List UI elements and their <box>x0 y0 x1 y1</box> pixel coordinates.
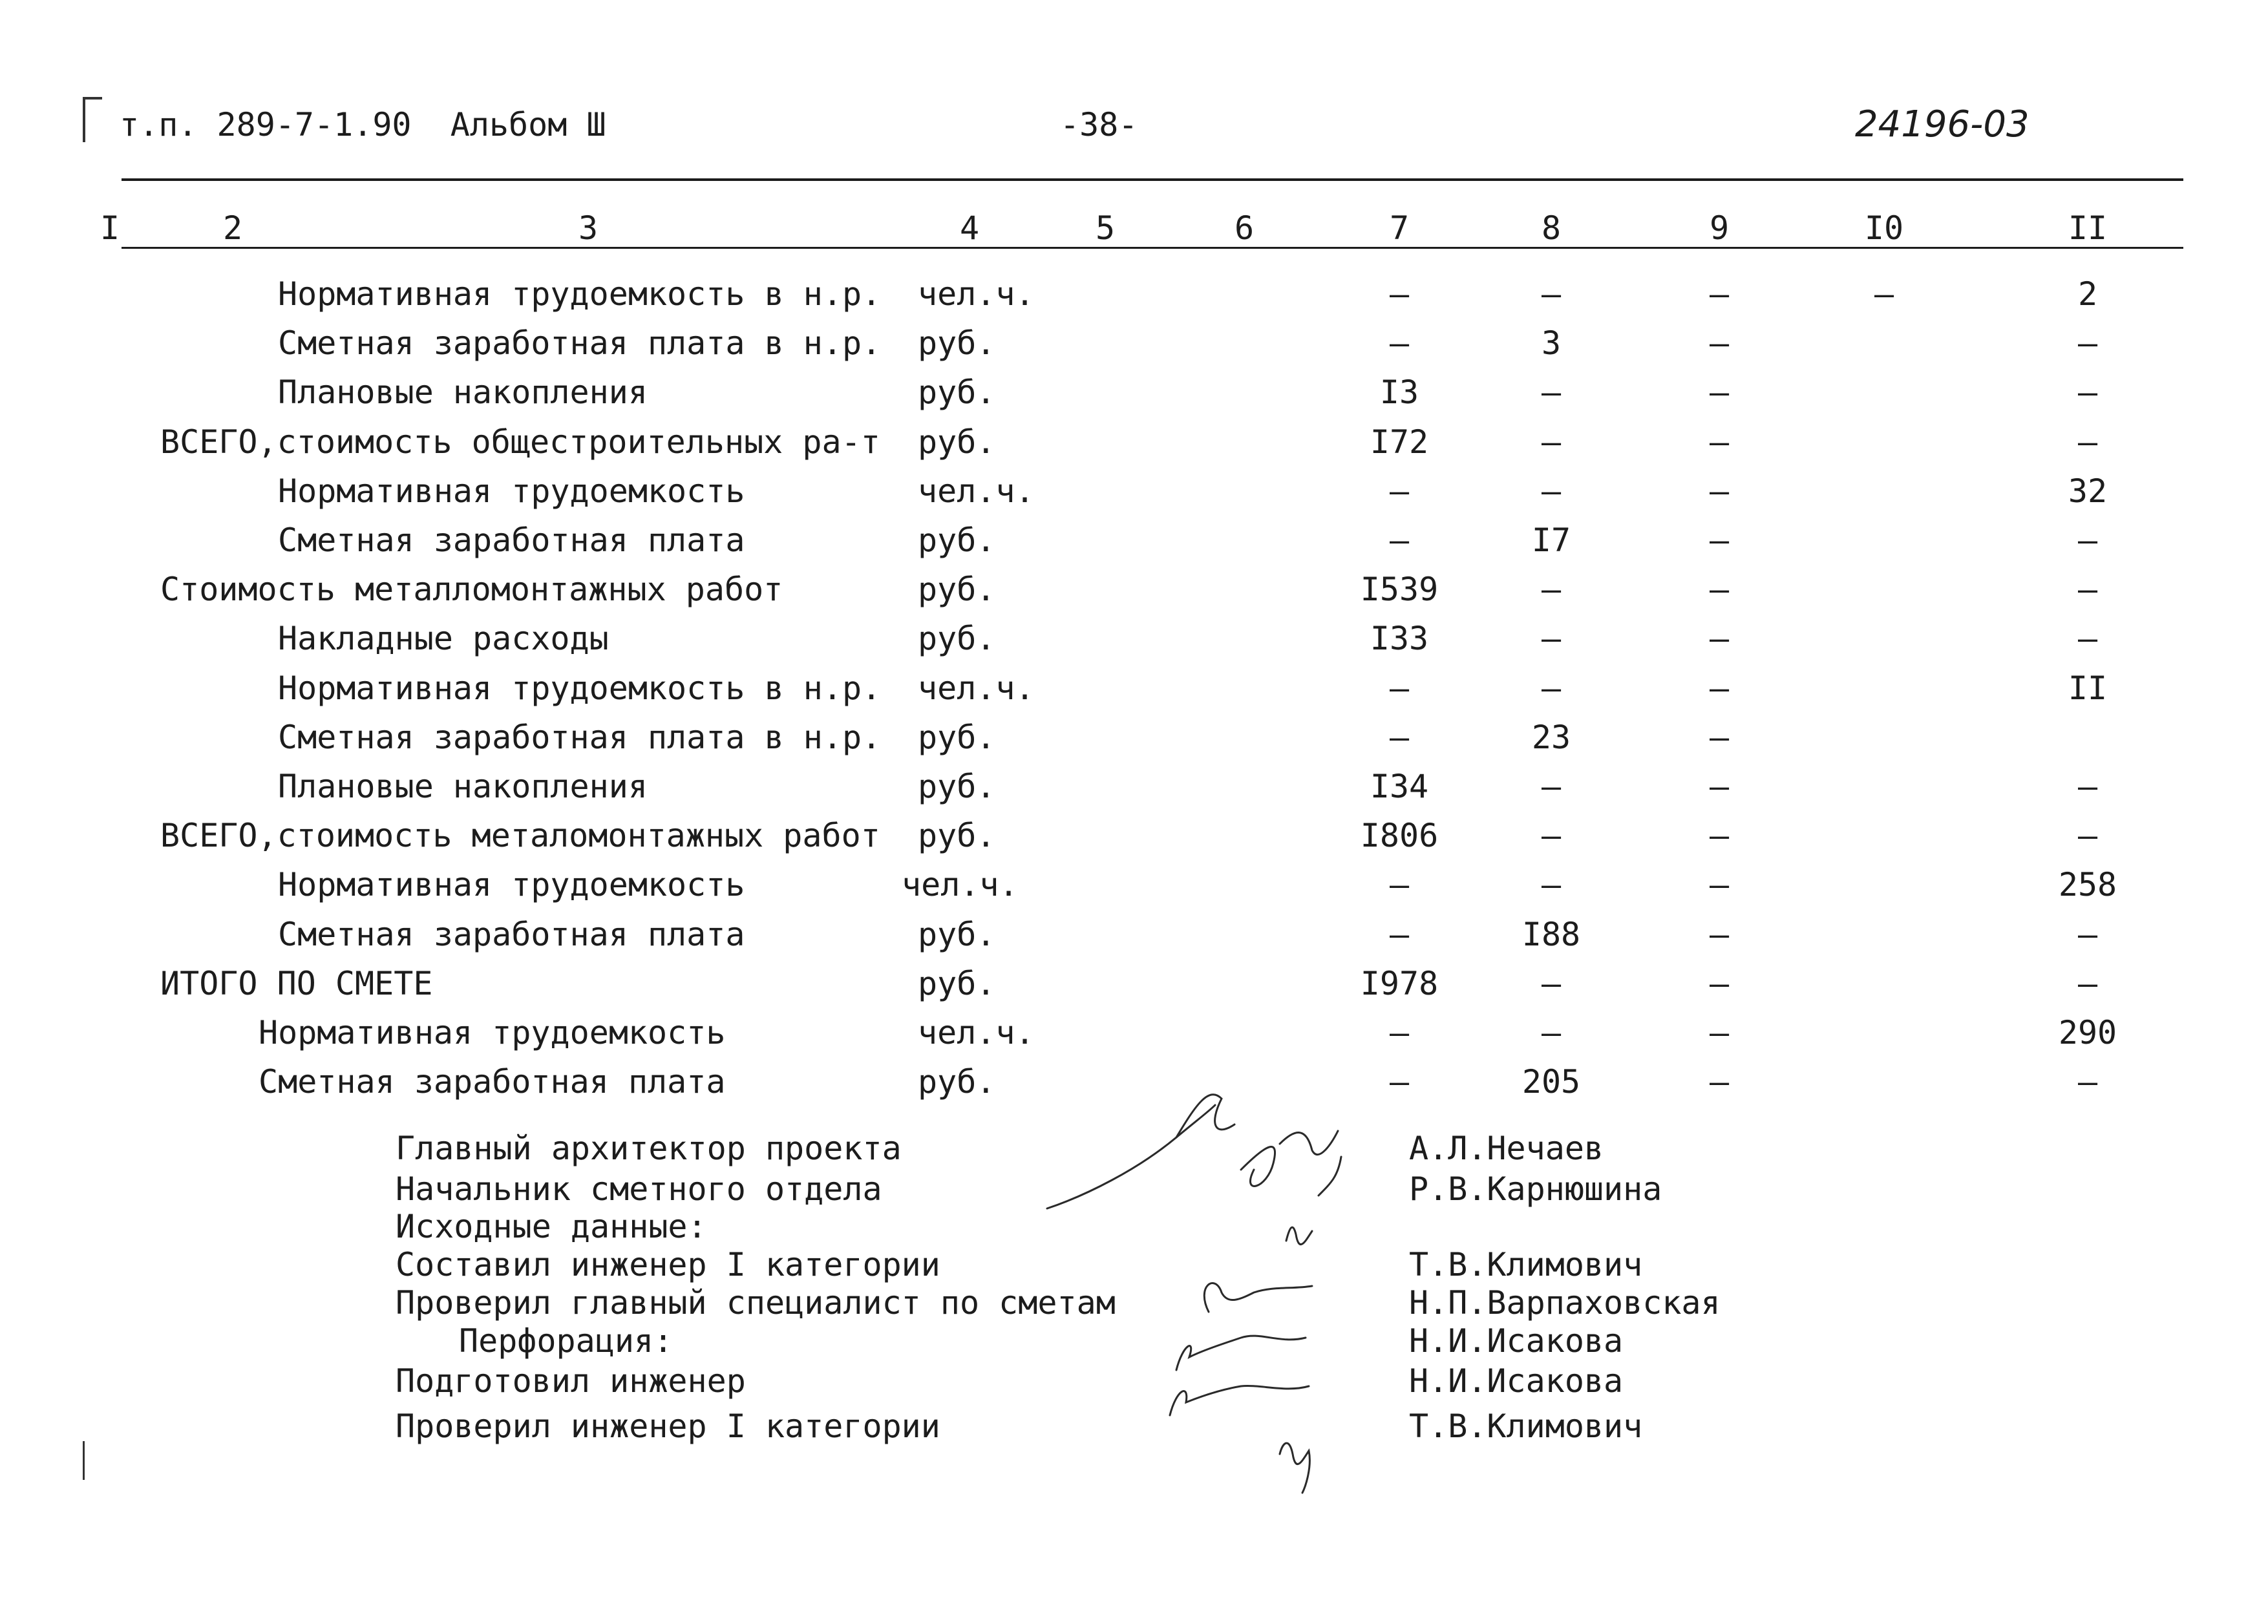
cell-col-7: I33 <box>1370 620 1429 657</box>
row-label: Сметная заработная плата <box>278 916 745 953</box>
cell-col-7: I978 <box>1360 965 1439 1002</box>
cell-col-7: – <box>1389 719 1410 756</box>
cell-col-8: – <box>1541 620 1562 657</box>
cell-col-8: 205 <box>1521 1063 1581 1101</box>
cell-col-8: – <box>1541 472 1562 510</box>
row-label: Сметная заработная плата <box>259 1063 726 1101</box>
row-unit: руб. <box>918 916 996 953</box>
top-rule <box>122 178 2183 181</box>
cell-col-10: – <box>1874 275 1894 313</box>
cell-col-7: I72 <box>1370 423 1429 461</box>
row-unit: чел.ч. <box>918 472 1035 510</box>
cell-col-8: – <box>1541 670 1562 707</box>
cell-col-7: – <box>1389 324 1410 362</box>
cell-col-7: – <box>1389 916 1410 953</box>
cell-col-7: – <box>1389 866 1410 903</box>
signature-role: Перфорация: <box>459 1322 673 1360</box>
cell-col-9: – <box>1709 670 1730 707</box>
column-number-5: 5 <box>1095 209 1116 247</box>
row-unit: чел.ч. <box>918 670 1035 707</box>
cell-col-9: – <box>1709 817 1730 854</box>
column-number-11: II <box>2068 209 2108 247</box>
cell-col-9: – <box>1709 916 1730 953</box>
row-unit: руб. <box>918 571 996 608</box>
signature-role: Исходные данные: <box>396 1208 707 1245</box>
corner-mark-top-left <box>83 97 85 142</box>
row-label: ВСЕГО,стоимость общестроительных ра-т <box>160 423 880 461</box>
row-label: Сметная заработная плата в н.р. <box>278 719 882 756</box>
cell-col-11: – <box>2077 571 2098 608</box>
cell-col-11: 258 <box>2058 866 2117 903</box>
row-unit: руб. <box>918 965 996 1002</box>
signature-role: Главный архитектор проекта <box>396 1130 902 1167</box>
column-number-4: 4 <box>959 209 980 247</box>
cell-col-9: – <box>1709 522 1730 559</box>
cell-col-7: – <box>1389 1014 1410 1051</box>
cell-col-11: 2 <box>2077 275 2098 313</box>
column-number-7: 7 <box>1389 209 1410 247</box>
cell-col-9: – <box>1709 275 1730 313</box>
cell-col-9: – <box>1709 423 1730 461</box>
cell-col-11: – <box>2077 1063 2098 1101</box>
cell-col-9: – <box>1709 866 1730 903</box>
column-number-3: 3 <box>578 209 599 247</box>
cell-col-8: – <box>1541 374 1562 411</box>
cell-col-11: 32 <box>2068 472 2108 510</box>
cell-col-8: – <box>1541 817 1562 854</box>
row-unit: руб. <box>918 1063 996 1101</box>
cell-col-9: – <box>1709 571 1730 608</box>
row-label: ИТОГО ПО СМЕТЕ <box>160 965 433 1002</box>
cell-col-8: I88 <box>1521 916 1581 953</box>
cell-col-9: – <box>1709 324 1730 362</box>
row-unit: руб. <box>918 374 996 411</box>
row-unit: руб. <box>918 817 996 854</box>
cell-col-7: I34 <box>1370 768 1429 805</box>
row-label: Нормативная трудоемкость <box>259 1014 726 1051</box>
cell-col-8: 23 <box>1531 719 1571 756</box>
cell-col-9: – <box>1709 768 1730 805</box>
cell-col-7: – <box>1389 275 1410 313</box>
signatory-name: Н.И.Исакова <box>1409 1362 1624 1400</box>
cell-col-8: – <box>1541 1014 1562 1051</box>
signature-role: Составил инженер I категории <box>396 1246 940 1283</box>
row-unit: руб. <box>918 423 996 461</box>
cell-col-9: – <box>1709 1063 1730 1101</box>
cell-col-11: – <box>2077 423 2098 461</box>
cell-col-11: II <box>2068 670 2108 707</box>
cell-col-9: – <box>1709 965 1730 1002</box>
cell-col-11: – <box>2077 620 2098 657</box>
cell-col-9: – <box>1709 620 1730 657</box>
row-unit: руб. <box>918 620 996 657</box>
column-number-8: 8 <box>1541 209 1562 247</box>
column-number-6: 6 <box>1234 209 1255 247</box>
row-label: Нормативная трудоемкость в н.р. <box>278 275 882 313</box>
cell-col-8: – <box>1541 423 1562 461</box>
cell-col-7: – <box>1389 1063 1410 1101</box>
row-label: ВСЕГО,стоимость металомонтажных работ <box>160 817 880 854</box>
signatory-name: Т.В.Климович <box>1409 1408 1643 1445</box>
handwritten-signatures <box>1047 1063 1410 1509</box>
signature-role: Подготовил инженер <box>396 1362 746 1400</box>
row-label: Плановые накопления <box>278 768 648 805</box>
signatory-name: Т.В.Климович <box>1409 1246 1643 1283</box>
cell-col-11: – <box>2077 916 2098 953</box>
row-unit: чел.ч. <box>902 866 1019 903</box>
cell-col-7: – <box>1389 522 1410 559</box>
signature-role: Проверил главный специалист по сметам <box>396 1284 1116 1322</box>
row-label: Стоимость металломонтажных работ <box>160 571 783 608</box>
row-unit: руб. <box>918 719 996 756</box>
cell-col-11: – <box>2077 768 2098 805</box>
row-label: Плановые накопления <box>278 374 648 411</box>
corner-mark-top-left-h <box>83 97 102 100</box>
cell-col-9: – <box>1709 374 1730 411</box>
cell-col-9: – <box>1709 472 1730 510</box>
cell-col-11: – <box>2077 817 2098 854</box>
cell-col-7: – <box>1389 472 1410 510</box>
signature-role: Проверил инженер I категории <box>396 1408 940 1445</box>
row-label: Накладные расходы <box>278 620 609 657</box>
row-label: Сметная заработная плата в н.р. <box>278 324 882 362</box>
row-unit: чел.ч. <box>918 275 1035 313</box>
cell-col-7: – <box>1389 670 1410 707</box>
cell-col-8: – <box>1541 866 1562 903</box>
cell-col-8: I7 <box>1531 522 1571 559</box>
cell-col-11: – <box>2077 374 2098 411</box>
signatory-name: Н.И.Исакова <box>1409 1322 1624 1360</box>
document-designation: т.п. 289-7-1.90 Альбом Ш <box>120 106 606 143</box>
cell-col-7: I539 <box>1360 571 1439 608</box>
row-label: Нормативная трудоемкость <box>278 866 745 903</box>
page-number: -38- <box>1060 106 1138 143</box>
row-label: Сметная заработная плата <box>278 522 745 559</box>
cell-col-9: – <box>1709 1014 1730 1051</box>
document-code: 24196-03 <box>1855 103 2030 145</box>
cell-col-7: I3 <box>1379 374 1419 411</box>
row-label: Нормативная трудоемкость <box>278 472 745 510</box>
cell-col-11: – <box>2077 965 2098 1002</box>
column-number-2: 2 <box>222 209 243 247</box>
column-number-10: I0 <box>1864 209 1904 247</box>
signatory-name: А.Л.Нечаев <box>1409 1130 1604 1167</box>
cell-col-8: 3 <box>1541 324 1562 362</box>
cell-col-8: – <box>1541 768 1562 805</box>
cell-col-11: – <box>2077 324 2098 362</box>
column-header-rule <box>122 247 2183 249</box>
corner-mark-bottom-left <box>83 1441 85 1480</box>
signatory-name: Р.В.Карнюшина <box>1409 1170 1662 1208</box>
cell-col-8: – <box>1541 965 1562 1002</box>
column-number-9: 9 <box>1709 209 1730 247</box>
cell-col-11: – <box>2077 522 2098 559</box>
cell-col-8: – <box>1541 571 1562 608</box>
cell-col-11: 290 <box>2058 1014 2117 1051</box>
signatory-name: Н.П.Варпаховская <box>1409 1284 1721 1322</box>
row-unit: руб. <box>918 324 996 362</box>
column-number-1: I <box>100 209 120 247</box>
cell-col-8: – <box>1541 275 1562 313</box>
signature-role: Начальник сметного отдела <box>396 1170 882 1208</box>
row-unit: руб. <box>918 522 996 559</box>
row-unit: руб. <box>918 768 996 805</box>
cell-col-7: I806 <box>1360 817 1439 854</box>
row-label: Нормативная трудоемкость в н.р. <box>278 670 882 707</box>
row-unit: чел.ч. <box>918 1014 1035 1051</box>
cell-col-9: – <box>1709 719 1730 756</box>
